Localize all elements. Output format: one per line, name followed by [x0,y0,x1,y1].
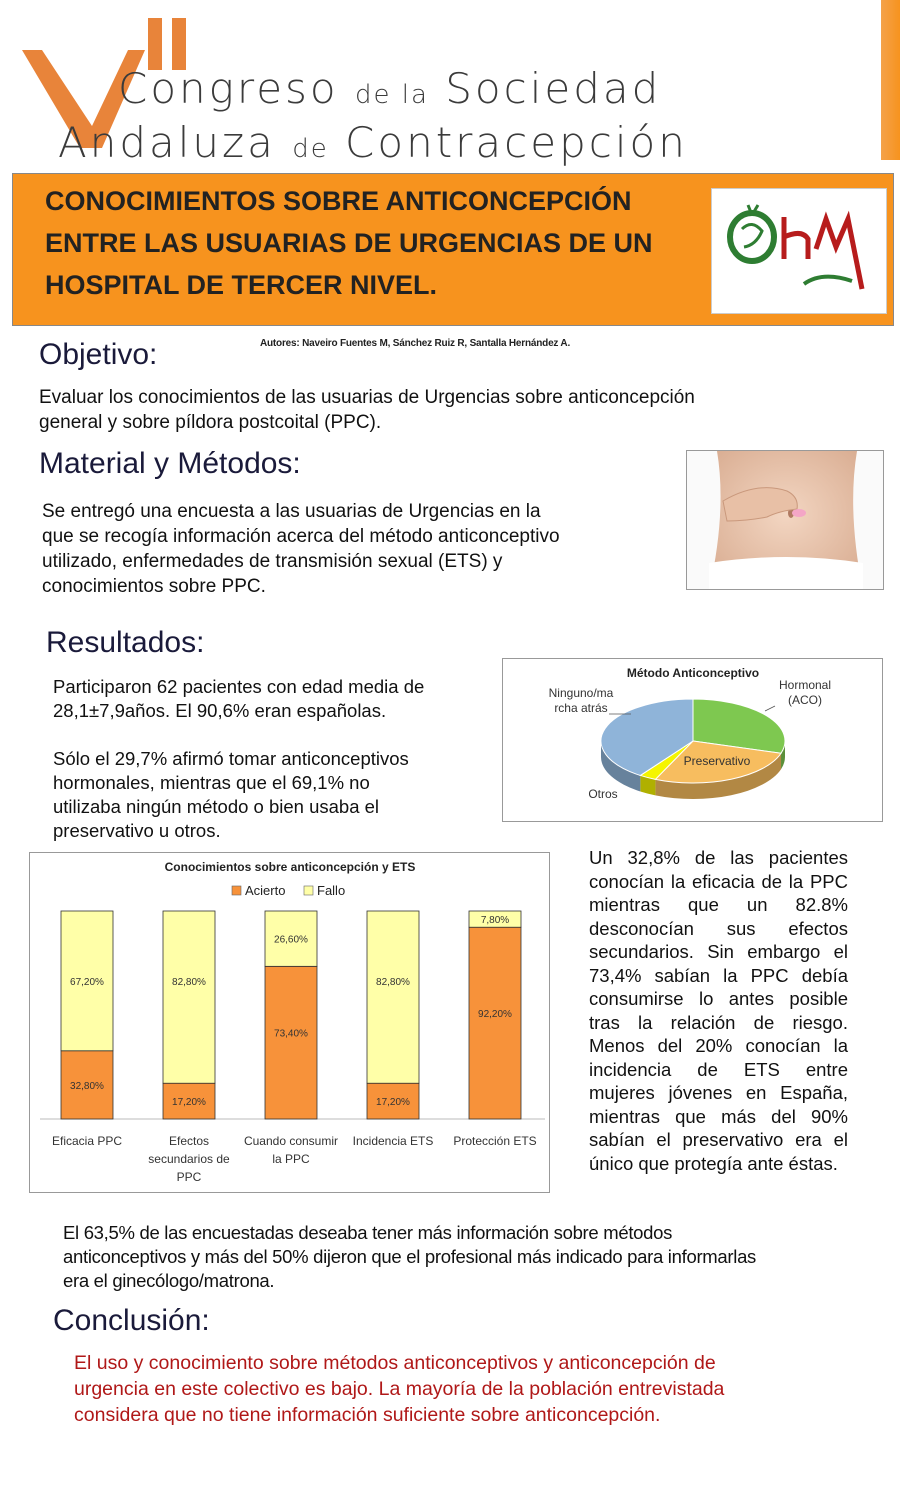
resultados-line: preservativo u otros. [53,820,221,841]
heading-objetivo: Objetivo: [39,338,158,371]
resultados-text-1 [53,675,483,843]
legend-swatch-fallo [304,886,313,895]
hospital-logo [711,188,887,314]
pie-label: Ninguno/ma rcha atrás [548,686,614,715]
objetivo-line: Evaluar los conocimientos de las usuarias de Urgencias sobre anticoncepción [39,387,695,408]
conclusion-line: El uso y conocimiento sobre métodos anticonceptivos y anticoncepción de [74,1352,716,1374]
metodos-text [42,499,672,599]
bar-data-label: 73,40% [274,1028,308,1040]
conclusion-text [74,1350,834,1428]
authors-line: Autores: Naveiro Fuentes M, Sánchez Ruiz R, Santalla Hernández A. [260,338,571,349]
bar-category-label: Efectos secundarios de PPC [148,1134,230,1184]
bar-data-label: 92,20% [478,1009,512,1021]
pie-chart-svg [503,659,884,823]
resultados-line: 28,1±7,9años. El 90,6% eran españolas. [53,700,387,721]
header-word-de: de [292,134,329,164]
roman-i-1 [148,18,162,70]
pill-icon [792,509,806,517]
resultados-line: utilizaba ningún método o bien usaba el [53,796,380,817]
conclusion-line: considera que no tiene información suficiente sobre anticoncepción. [74,1404,661,1426]
bar-segment-acierto [469,927,521,1119]
header-accent-bar [881,0,900,160]
header-word-andaluza: Andaluza [58,118,276,167]
logo-letters-icon [784,217,808,259]
bar-segment-acierto [265,966,317,1119]
header-line-2 [58,118,688,167]
header-word-congreso: Congreso [118,64,339,113]
header-line-1 [118,64,661,113]
metodos-line: conocimientos sobre PPC. [42,576,266,597]
poster-header [0,0,900,168]
bar-data-label: 7,80% [480,915,510,927]
header-word-contracepcion: Contracepción [345,118,688,167]
header-word-dela: de la [354,80,429,110]
bar-category-label: Incidencia ETS [352,1134,434,1148]
pie-chart-metodo-anticonceptivo [502,658,883,822]
title-banner [12,173,894,326]
header-word-sociedad: Sociedad [445,64,662,113]
legend-swatch-acierto [232,886,241,895]
resultados-line: hormonales, mientras que el 69,1% no [53,772,370,793]
bar-segment-fallo [163,911,215,1083]
legend-label-acierto: Acierto [245,883,286,898]
bar-chart-conocimientos [29,852,550,1193]
pie-label: Otros [588,787,618,801]
resultados-line: era el ginecólogo/matrona. [63,1270,275,1291]
bar-data-label: 82,80% [172,977,206,988]
heading-material-metodos: Material y Métodos: [39,447,301,480]
resultados-line: El 63,5% de las encuestadas deseaba tener más información sobre métodos [63,1222,673,1243]
pie-leader-line [765,706,775,711]
roman-i-2 [172,18,186,70]
poster-title [45,180,685,306]
resultados-line: anticonceptivos y más del 50% dijeron que el profesional más indicado para informarlas [63,1246,757,1267]
resultados-line: Sólo el 29,7% afirmó tomar anticonceptivos [53,748,409,769]
bar-data-label: 67,20% [70,976,104,988]
bar-chart-svg [30,853,551,1194]
resultados-right-text: Un 32,8% de las pacientes conocían la eficacia de la PPC mientras que un 82.8% desconocían sus efectos secundarios. Sin embargo el 73,4% sabían la PPC debía consumirse lo antes posible tras la relación de riesgo. Menos del 20% conocían la incidencia de ETS entre mujeres jóvenes en España, mientras que más del 90% sabían el preservativo era el único que protegía ante éstas. [589,847,848,1174]
pie-label: Preservativo [683,754,751,768]
title-line-1: CONOCIMIENTOS SOBRE ANTICONCEPCIÓN [45,186,632,216]
objetivo-line: general y sobre píldora postcoital (PPC). [39,412,382,433]
bar-segment-fallo [367,911,419,1083]
bar-data-label: 82,80% [376,977,410,988]
bar-category-label: Eficacia PPC [51,1134,123,1148]
conclusion-line: urgencia en este colectivo es bajo. La mayoría de la población entrevistada [74,1378,725,1400]
bar-category-label: Protección ETS [453,1134,537,1148]
title-line-2: ENTRE LAS USUARIAS DE URGENCIAS DE UN [45,228,653,258]
bar-data-label: 26,60% [274,934,308,946]
pie-label: Hormonal (ACO) [778,678,832,707]
bar-chart-title: Conocimientos sobre anticoncepción y ETS [164,860,416,874]
metodos-line: que se recogía información acerca del método anticonceptivo [42,526,560,547]
resultados-bottom-text [63,1221,863,1293]
objetivo-text [39,385,839,435]
heading-resultados: Resultados: [46,626,205,659]
pomegranate-icon [730,213,774,261]
pie-chart-title: Método Anticonceptivo [626,666,760,680]
abdomen-pill-photo [686,450,884,590]
resultados-line: Participaron 62 pacientes con edad media de [53,676,425,697]
heading-conclusion: Conclusión: [53,1304,210,1337]
bar-category-label: Cuando consumir la PPC [243,1134,339,1166]
bar-data-label: 32,80% [70,1080,104,1092]
title-line-3: HOSPITAL DE TERCER NIVEL. [45,270,438,300]
bar-data-label: 17,20% [376,1097,410,1108]
metodos-line: utilizado, enfermedades de transmisión sexual (ETS) y [42,551,503,572]
metodos-line: Se entregó una encuesta a las usuarias de Urgencias en la [42,501,541,522]
bar-data-label: 17,20% [172,1097,206,1108]
legend-label-fallo: Fallo [317,883,346,898]
